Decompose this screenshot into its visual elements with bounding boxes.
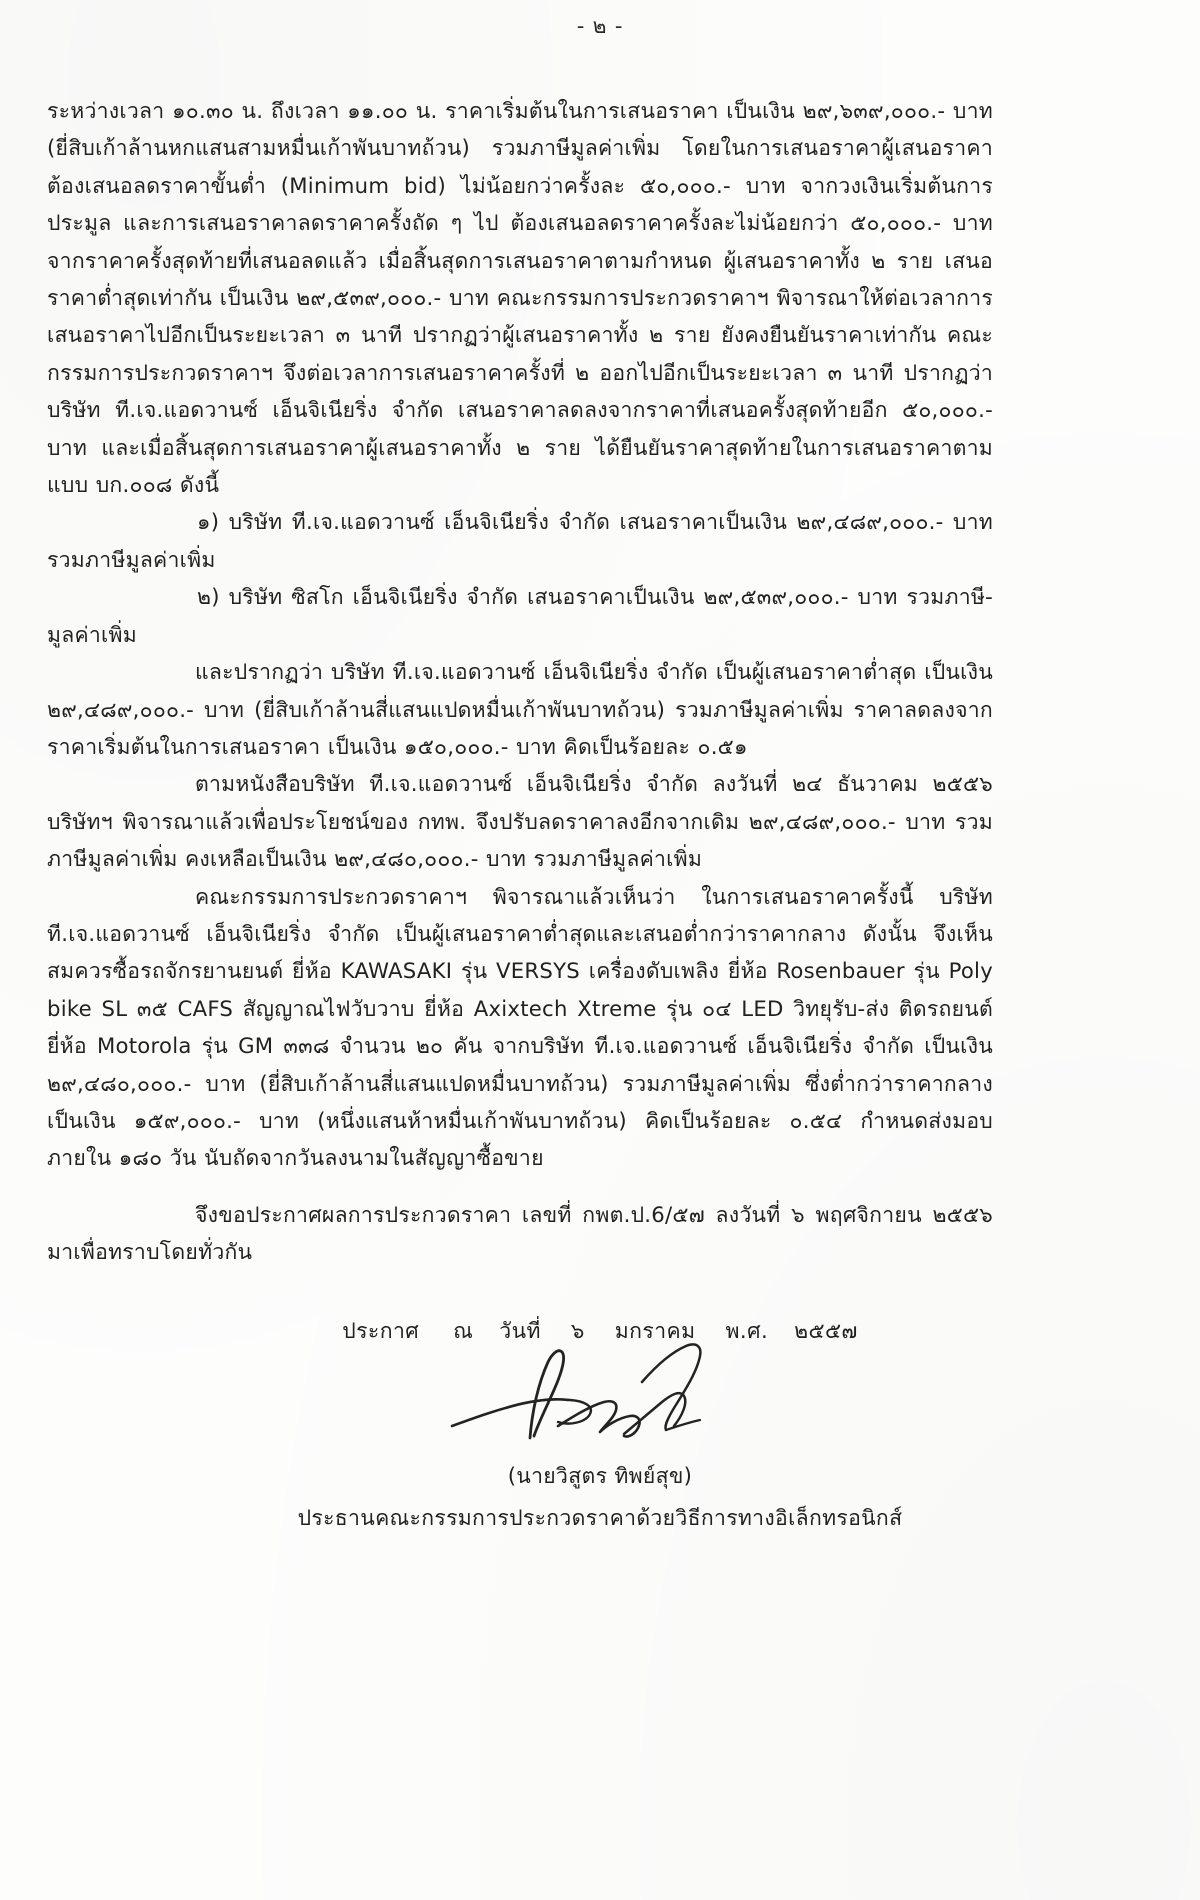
signer-name: (นายวิสูตร ทิพย์สุข): [507, 1463, 693, 1488]
paragraph-letter-reduction-text: ตามหนังสือบริษัท ที.เจ.แอดวานซ์ เอ็นจิเนียริ่ง จำกัด ลงวันที่ ๒๔ ธันวาคม ๒๕๕๖ บริษัทฯ พิจารณาแล้วเพื่อประโยชน์ของ กทพ. จึงปรับลดราคาลงอีกจากเดิม ๒๙,๔๘๙,๐๐๐.- บาท รวมภาษีมูลค่าเพิ่ม คงเหลือเป็นเงิน ๒๙,๔๘๐,๐๐๐.- บาท รวมภาษีมูลค่าเพิ่ม: [47, 771, 993, 872]
signature-date-year-value: ๒๕๕๗: [794, 1318, 858, 1343]
signer-title: ประธานคณะกรรมการประกวดราคาด้วยวิธีการทางอิเล็กทรอนิกส์: [297, 1505, 903, 1530]
closing-section: [47, 1196, 993, 1271]
paragraph-letter-reduction: [47, 765, 993, 877]
signature-date-prefix: ประกาศ: [342, 1318, 420, 1343]
signature-date-year-label: พ.ศ.: [725, 1318, 769, 1343]
document-body: [47, 92, 993, 1177]
signature-date-label-day: วันที่: [499, 1318, 541, 1343]
paragraph-committee-decision-text: คณะกรรมการประกวดราคาฯ พิจารณาแล้วเห็นว่า ในการเสนอราคาครั้งนี้ บริษัท ที.เจ.แอดวานซ์ เอ็นจิเนียริ่ง จำกัด เป็นผู้เสนอราคาต่ำสุดและเสนอต่ำกว่าราคากลาง ดังนั้น จึงเห็นสมควรซื้อรถจักรยานยนต์ ยี่ห้อ KAWASAKI รุ่น VERSYS เครื่องดับเพลิง ยี่ห้อ Rosenbauer รุ่น Poly bike SL ๓๕ CAFS สัญญาณไฟวับวาบ ยี่ห้อ Axixtech Xtreme รุ่น ๐๔ LED วิทยุรับ-ส่ง ติดรถยนต์ ยี่ห้อ Motorola รุ่น GM ๓๓๘ จำนวน ๒๐ คัน จากบริษัท ที.เจ.แอดวานซ์ เอ็นจิเนียริ่ง จำกัด เป็นเงิน ๒๙,๔๘๐,๐๐๐.- บาท (ยี่สิบเก้าล้านสี่แสนแปดหมื่นบาทถ้วน) รวมภาษีมูลค่าเพิ่ม ซึ่งต่ำกว่าราคากลาง เป็นเงิน ๑๕๙,๐๐๐.- บาท (หนึ่งแสนห้าหมื่นเก้าพันบาทถ้วน) คิดเป็นร้อยละ ๐.๕๔ กำหนดส่งมอบภายใน ๑๘๐ วัน นับถัดจากวันลงนามในสัญญาซื้อขาย: [47, 883, 993, 1171]
signature-date-day-value: ๖: [570, 1318, 585, 1343]
paragraph-lowest-bidder: [47, 653, 993, 765]
paragraph-lowest-bidder-text: และปรากฏว่า บริษัท ที.เจ.แอดวานซ์ เอ็นจิเนียริ่ง จำกัด เป็นผู้เสนอราคาต่ำสุด เป็นเงิน ๒๙,๔๘๙,๐๐๐.- บาท (ยี่สิบเก้าล้านสี่แสนแปดหมื่นเก้าพันบาทถ้วน) รวมภาษีมูลค่าเพิ่ม ราคาลดลงจากราคาเริ่มต้นในการเสนอราคา เป็นเงิน ๑๕๐,๐๐๐.- บาท คิดเป็นร้อยละ ๐.๕๑: [47, 659, 993, 759]
announcement-paragraph: [47, 1196, 993, 1271]
signature-section: [0, 1315, 1200, 1535]
paragraph-committee-decision: [47, 878, 993, 1177]
paragraph-bidding-process: ระหว่างเวลา ๑๐.๓๐ น. ถึงเวลา ๑๑.๐๐ น. ราคาเริ่มต้นในการเสนอราคา เป็นเงิน ๒๙,๖๓๙,๐๐๐.- บาท (ยี่สิบเก้าล้านหกแสนสามหมื่นเก้าพันบาทถ้วน) รวมภาษีมูลค่าเพิ่ม โดยในการเสนอราคาผู้เสนอราคาต้องเสนอลดราคาขั้นต่ำ (Minimum bid) ไม่น้อยกว่าครั้งละ ๕๐,๐๐๐.- บาท จากวงเงินเริ่มต้นการประมูล และการเสนอราคาลดราคาครั้งถัด ๆ ไป ต้องเสนอลดราคาครั้งละไม่น้อยกว่า ๕๐,๐๐๐.- บาท จากราคาครั้งสุดท้ายที่เสนอลดแล้ว เมื่อสิ้นสุดการเสนอราคาตามกำหนด ผู้เสนอราคาทั้ง ๒ ราย เสนอราคาต่ำสุดเท่ากัน เป็นเงิน ๒๙,๕๓๙,๐๐๐.- บาท คณะกรรมการประกวดราคาฯ พิจารณาให้ต่อเวลาการเสนอราคาไปอีกเป็นระยะเวลา ๓ นาที ปรากฏว่าผู้เสนอราคาทั้ง ๒ ราย ยังคงยืนยันราคาเท่ากัน คณะกรรมการประกวดราคาฯ จึงต่อเวลาการเสนอราคาครั้งที่ ๒ ออกไปอีกเป็นระยะเวลา ๓ นาที ปรากฏว่า บริษัท ที.เจ.แอดวานซ์ เอ็นจิเนียริ่ง จำกัด เสนอราคาลดลงจากราคาที่เสนอครั้งสุดท้ายอีก ๕๐,๐๐๐.- บาท และเมื่อสิ้นสุดการเสนอราคาผู้เสนอราคาทั้ง ๒ ราย ได้ยืนยันราคาสุดท้ายในการเสนอราคาตามแบบ บก.๐๐๘ ดังนี้: [47, 98, 993, 498]
bid-item-1: [47, 503, 993, 578]
handwritten-signature-icon: [434, 1330, 754, 1480]
signature-mark-area: [0, 1362, 1200, 1458]
signature-date-month: มกราคม: [614, 1318, 696, 1343]
bid-item-2-text: ๒) บริษัท ซิสโก เอ็นจิเนียริ่ง จำกัด เสนอราคาเป็นเงิน ๒๙,๕๓๙,๐๐๐.- บาท รวมภาษี-มูลค่าเพิ่ม: [47, 584, 993, 647]
signature-date-label-on: ณ: [453, 1318, 474, 1343]
page-number: - ๒ -: [576, 14, 624, 38]
announcement-paragraph-text: จึงขอประกาศผลการประกวดราคา เลขที่ กพต.ป.6/๕๗ ลงวันที่ ๖ พฤศจิกายน ๒๕๕๖ มาเพื่อทราบโดยทั่วกัน: [47, 1202, 993, 1265]
bid-item-1-text: ๑) บริษัท ที.เจ.แอดวานซ์ เอ็นจิเนียริ่ง จำกัด เสนอราคาเป็นเงิน ๒๙,๔๘๙,๐๐๐.- บาท รวมภาษีมูลค่าเพิ่ม: [47, 509, 993, 572]
bid-item-2: [47, 578, 993, 653]
